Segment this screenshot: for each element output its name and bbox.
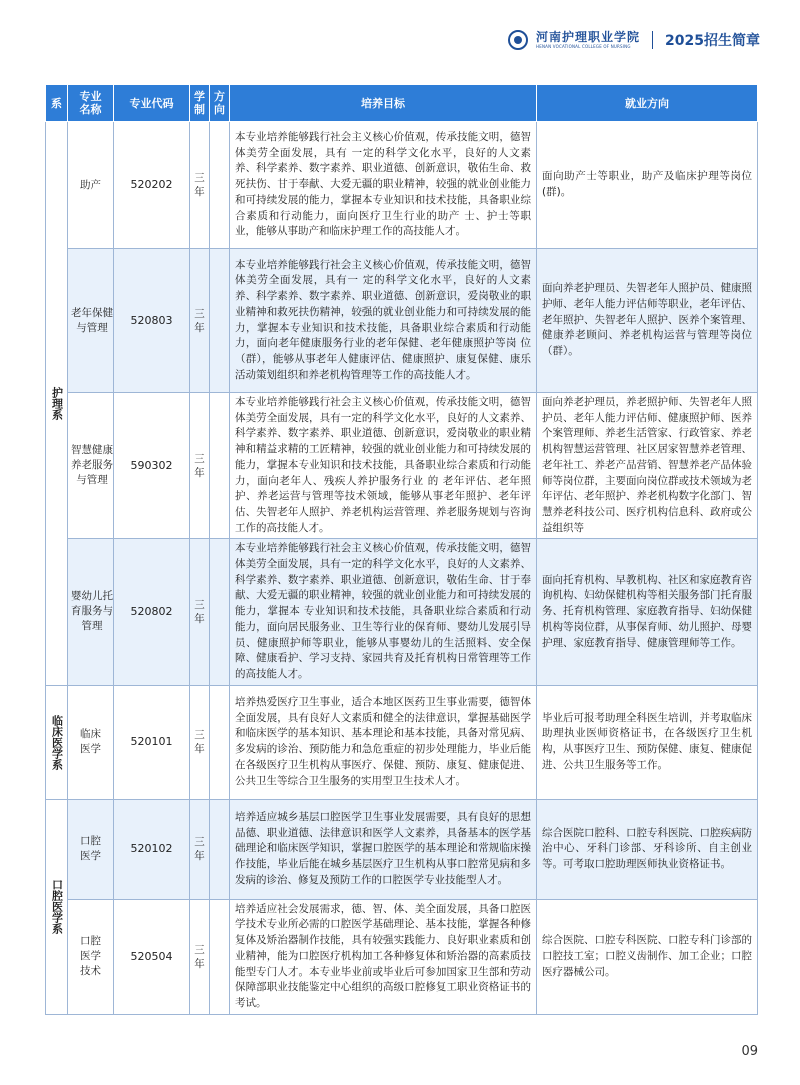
major-direction [210,799,230,899]
major-direction [210,393,230,539]
guide-title: 2025招生简章 [665,33,760,49]
school-name-cn: 河南护理职业学院 [536,30,641,44]
school-logo-icon [508,30,528,50]
major-code: 520803 [114,249,190,393]
dept-cell: 护理系 [46,122,68,686]
training-goal: 培养热爱医疗卫生事业，适合本地区医药卫生事业需要，德智体全面发展，具有良好人文素质和健全的法律意识，掌握基础医学和临床医学的基本知识、基本理论和基本技能，具备对常见病、多发病的诊治、预防能力和急危重症的初步处理能力，毕业后能在各级医疗卫生机构从事医疗、保健、预防、康复、健康促进、公共卫生等综合卫生服务的实用型卫生技术人才。 [230,685,537,799]
training-goal: 本专业培养能够践行社会主义核心价值观，传承技能文明，德智体美劳全面发展，具有一定的科学文化水平，良好的人文素养、科学素养、数字素养、职业道德、创新意识，敬佑生命、甘于奉献、大爱无疆的职业精神，较强的就业创业能力和可持续发展的能力，掌握本 专业知识和技术技能，具备职业综合素质和行动能力，面向居民服务业、卫生等行业的保育师、婴幼儿发展引导员、健康照护师等职业，能够从事婴幼儿的生活照料、安全保障、健康看护、学习支持、家园共育及托育机构日常管理等工作的高技能人才。 [230,539,537,685]
employment-direction: 综合医院口腔科、口腔专科医院、口腔疾病防治中心、牙科门诊部、牙科诊所、自主创业等。可考取口腔助理医师执业资格证书。 [537,799,758,899]
major-code: 520504 [114,899,190,1014]
column-header-employment: 就业方向 [537,85,758,122]
column-header-duration: 学制 [190,85,210,122]
major-name: 助产 [68,122,114,249]
training-goal: 本专业培养能够践行社会主义核心价值观，传承技能文明，德智体美劳全面发展，具有一定的科学文化水平，良好的人文素养、科学素养、数字素养、职业道德、创新意识，爱岗敬业的职业精神和精益求精的工匠精神，较强的就业创业能力和可持续发展的能力，掌握本专业知识和技术技能，具备职业综合素质和行动能力，面向老年人、残疾人养护服务行业 的 老年评估、老年照护、养老运营与管理等技术领域，能够从事老年照护、老年评估、失智老年人照护、养老机构运营管理、养老服务规划与咨询工作的高技能人才。 [230,393,537,539]
major-duration: 三年 [190,799,210,899]
table-row [46,539,758,685]
major-duration: 三年 [190,539,210,685]
major-code: 520802 [114,539,190,685]
major-duration: 三年 [190,685,210,799]
column-header-goal: 培养目标 [230,85,537,122]
table-row [46,393,758,539]
major-duration: 三年 [190,122,210,249]
employment-direction: 面向养老护理员、失智老年人照护员、健康照护师、老年人能力评估师等职业，老年评估、老年照护、失智老年人照护、医养个案管理、健康养老顾问、养老机构运营与管理等岗位（群）。 [537,249,758,393]
major-direction [210,122,230,249]
training-goal: 本专业培养能够践行社会主义核心价值观，传承技能文明，德智体美劳全面发展，具有 一定的科学文化水平，良好的人文素养、科学素养、数字素养、职业道德、创新意识，敬佑生命、救死扶伤、甘于奉献、大爱无疆的职业精神，较强的就业创业能力和可持续发展的能力，掌握本专业知识和技术技能，具备职业综合素质和行动能力，面向医疗卫生行业的助产 士、护士等职业，能够从事助产和临床护理工作的高技能人才。 [230,122,537,249]
major-code: 520101 [114,685,190,799]
major-code: 590302 [114,393,190,539]
training-goal: 本专业培养能够践行社会主义核心价值观，传承技能文明，德智体美劳全面发展，具有一 定的科学文化水平，良好的人文素养、科学素养、数字素养、职业道德、创新意识，爱岗敬业的职业精神和救死扶伤精神，较强的就业创业能力和可持续发展的能力，掌握本专业知识和技术技能，具备职业综合素质和行动能力，面向老年健康服务行业的老年保健、老年健康照护等岗 位（群），能够从事老年人健康评估、健康照护、康复保健、康乐活动策划组织和养老机构管理等工作的高技能人才。 [230,249,537,393]
dept-cell: 临床医学系 [46,685,68,799]
school-name-en: HENAN VOCATIONAL COLLEGE OF NURSING [536,44,631,49]
school-logo [536,31,640,49]
column-header-dept: 系 [46,85,68,122]
major-name: 临床医学 [68,685,114,799]
column-header-code: 专业代码 [114,85,190,122]
table-header-row [46,85,758,122]
employment-direction: 面向助产士等职业，助产及临床护理等岗位(群)。 [537,122,758,249]
training-goal: 培养适应社会发展需求，德、智、体、美全面发展，具备口腔医学技术专业所必需的口腔医学基础理论、基本技能，掌握各种修复体及矫治器制作技能，具有较强实践能力、良好职业素质和创业精神，能为口腔医疗机构加工各种修复体和矫治器的高素质技能型专门人才。本专业毕业前或毕业后可参加国家卫生部和劳动保障部职业技能鉴定中心组织的高级口腔修复工职业资格证书的考试。 [230,899,537,1014]
major-name: 智慧健康养老服务与管理 [68,393,114,539]
employment-direction: 综合医院、口腔专科医院、口腔专科门诊部的口腔技工室；口腔义齿制作、加工企业；口腔医疗器械公司。 [537,899,758,1014]
major-direction [210,249,230,393]
table-row [46,899,758,1014]
major-direction [210,685,230,799]
column-header-name: 专业名称 [68,85,114,122]
page-header [508,30,760,50]
header-divider [652,31,653,49]
training-goal: 培养适应城乡基层口腔医学卫生事业发展需要，具有良好的思想品德、职业道德、法律意识和医学人文素养，具备基本的医学基础理论和临床医学知识，掌握口腔医学的基本理论和常规临床操作技能，毕业后能在城乡基层医疗卫生机构从事口腔常见病和多发病的诊治、修复及预防工作的口腔医学专业技能型人才。 [230,799,537,899]
major-code: 520202 [114,122,190,249]
major-name: 口腔医学技术 [68,899,114,1014]
column-header-direction: 方向 [210,85,230,122]
table-row [46,249,758,393]
majors-table [45,84,758,1015]
employment-direction: 面向托育机构、早教机构、社区和家庭教育咨询机构、妇幼保健机构等相关服务部门托育服务、托育机构管理、家庭教育指导、妇幼保健机构等岗位群，从事保育师、幼儿照护、母婴护理、家庭教育指导、健康管理师等工作。 [537,539,758,685]
table-row [46,122,758,249]
major-duration: 三年 [190,393,210,539]
employment-direction: 面向养老护理员，养老照护师、失智老年人照护员、老年人能力评估师、健康照护师、医养个案管理师、养老生活管家、行政管家、养老机构智慧运营管理、社区居家智慧养老管理、老年社工、养老产品营销、智慧养老产品体验师等岗位群，主要面向岗位群或技术领域为老年评估、老年照护、养老机构数字化部门、智慧养老科技公司、医疗机构信息科、政府或公益组织等 [537,393,758,539]
major-direction [210,899,230,1014]
major-duration: 三年 [190,899,210,1014]
major-name: 婴幼儿托育服务与管理 [68,539,114,685]
page-number: 09 [741,1044,758,1059]
major-direction [210,539,230,685]
table-row [46,799,758,899]
major-name: 口腔医学 [68,799,114,899]
table-row [46,685,758,799]
major-duration: 三年 [190,249,210,393]
employment-direction: 毕业后可报考助理全科医生培训，并考取临床助理执业医师资格证书，在各级医疗卫生机构，从事医疗卫生、预防保健、康复、健康促进、公共卫生服务等工作。 [537,685,758,799]
major-name: 老年保健与管理 [68,249,114,393]
dept-cell: 口腔医学系 [46,799,68,1014]
major-code: 520102 [114,799,190,899]
